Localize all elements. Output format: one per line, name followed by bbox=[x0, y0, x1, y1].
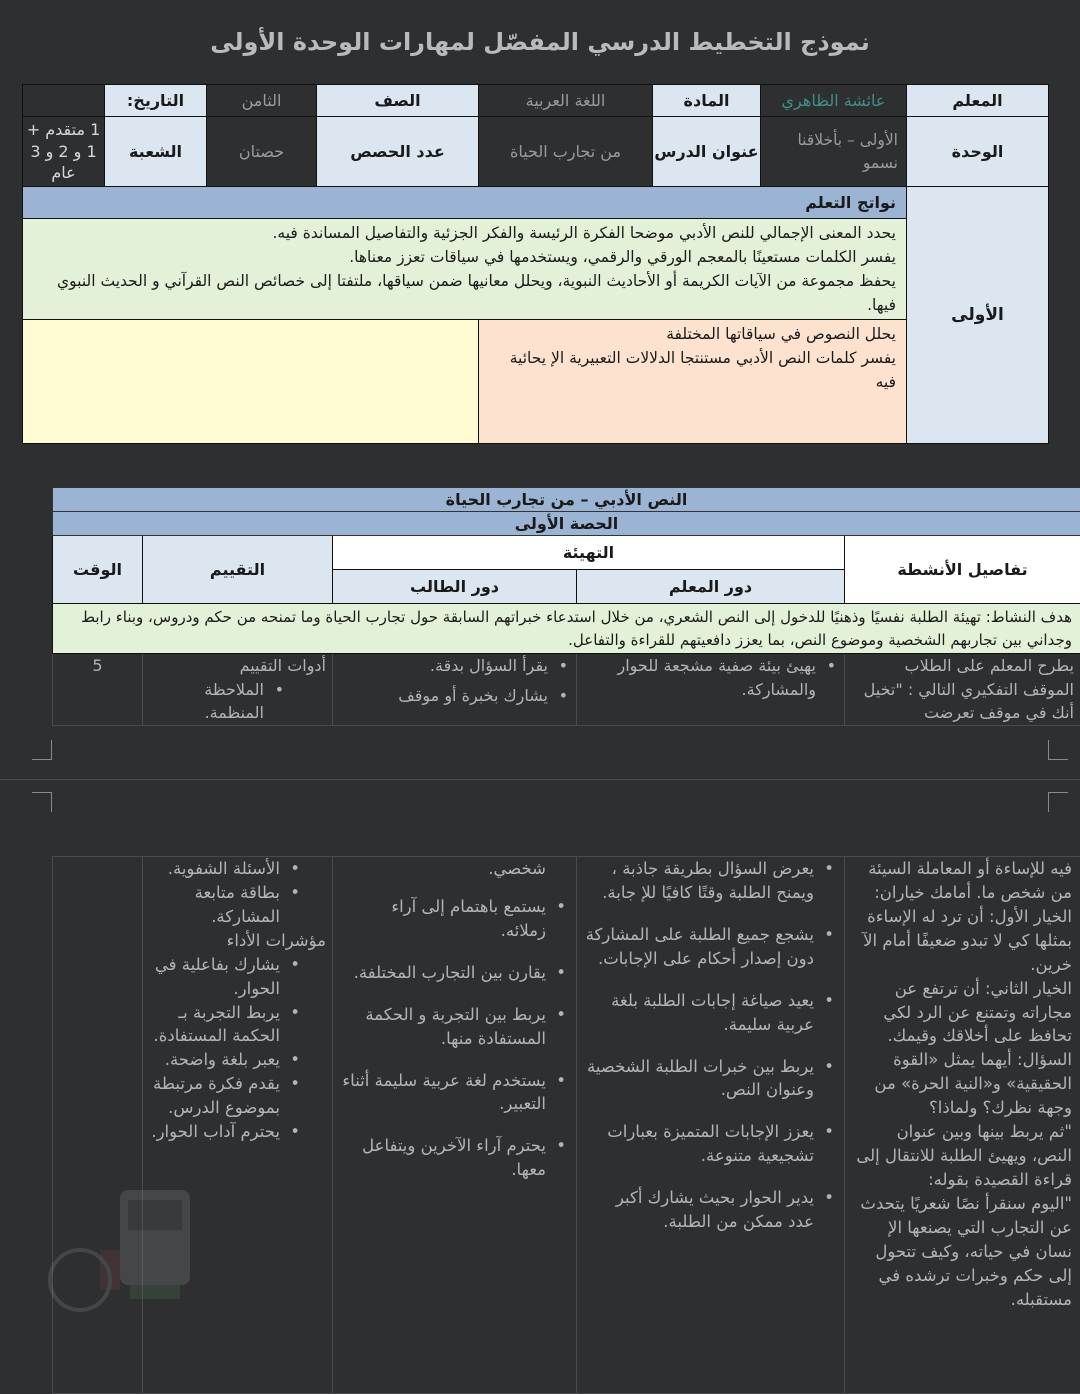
activity-line: فيه للإساءة أو المعاملة السيئة من شخص ما. أمامك خياران: bbox=[868, 859, 1072, 902]
teacher-role-item: • يعيد صياغة إجابات الطلبة بلغة عربية سليمة. bbox=[585, 989, 836, 1037]
performance-indicators-heading: مؤشرات الأداء bbox=[226, 930, 326, 950]
crop-mark bbox=[32, 740, 52, 760]
teacher-role-cell bbox=[577, 857, 845, 1394]
teacher-role-item: • يربط بين خبرات الطلبة الشخصية وعنوان النص. bbox=[585, 1055, 836, 1103]
student-role-cell bbox=[333, 857, 577, 1394]
student-role-item: • يحترم آراء الآخرين ويتفاعل معها. bbox=[341, 1134, 568, 1182]
crop-mark bbox=[1048, 740, 1068, 760]
student-role-continued: شخصي. bbox=[488, 859, 546, 878]
teacher-role-item: • يشجع جميع الطلبة على المشاركة دون إصدار أحكام على الإجابات. bbox=[585, 923, 836, 971]
outcome-item: يحفظ مجموعة من الآيات الكريمة أو الأحاديث النبوية، ويحلل معانيها ضمن سياقها، ملتفتا إلى خصائص النص القرآني و الحديث النبوي فيها. bbox=[57, 272, 896, 315]
outcomes-empty-cell bbox=[23, 320, 479, 444]
period-title: الحصة الأولى bbox=[53, 512, 1080, 536]
date-value bbox=[23, 85, 105, 117]
activity-line: الخيار الأول: أن ترد له الإساءة بمثلها كي لا تبدو ضعيفًا أمام الآ خرين. bbox=[863, 906, 1072, 974]
grade-value: الثامن bbox=[207, 85, 317, 117]
student-role-item: • يقارن بين التجارب المختلفة. bbox=[341, 961, 568, 985]
outcomes-unit: الأولى bbox=[907, 187, 1049, 444]
lesson-table bbox=[52, 487, 1080, 726]
activity-line: "اليوم سنقرأ نصًا شعريًا يتحدث عن التجارب التي يصنعها الإ نسان في حياته، وكيف تتحول إلى حكم وخبرات ترشده في مستقبله. bbox=[860, 1193, 1072, 1309]
activity-cell: يطرح المعلم على الطلاب الموقف التفكيري التالي : "تخيل أنك في موقف تعرضت bbox=[845, 654, 1080, 726]
subject-label: المادة bbox=[653, 85, 761, 117]
crop-mark bbox=[1048, 792, 1068, 812]
lesson-value: من تجارب الحياة bbox=[479, 117, 653, 187]
assessment-item: • الأسئلة الشفوية. bbox=[149, 857, 302, 881]
lesson-label: عنوان الدرس bbox=[653, 117, 761, 187]
col-student-role: دور الطالب bbox=[333, 570, 577, 604]
col-warmup: التهيئة bbox=[333, 536, 845, 570]
teacher-role-item: • يهيئ بيئة صفية مشجعة للحوار والمشاركة. bbox=[583, 654, 838, 700]
activity-line: الخيار الثاني: أن ترتفع عن مجاراته وتمتنع عن الرد لكي تحافظ على أخلاقك وقيمك. bbox=[883, 978, 1072, 1046]
activity-cell bbox=[845, 857, 1080, 1394]
general-outcomes bbox=[23, 219, 907, 320]
assessment-item: • بطاقة متابعة المشاركة. bbox=[149, 881, 302, 929]
performance-item: • يشارك بفاعلية في الحوار. bbox=[149, 953, 302, 1001]
periods-label: عدد الحصص bbox=[317, 117, 479, 187]
performance-item: • يحترم آداب الحوار. bbox=[149, 1120, 302, 1144]
assessment-tools-heading: أدوات التقييم bbox=[239, 656, 326, 676]
periods-value: حصتان bbox=[207, 117, 317, 187]
assessment-cell bbox=[143, 654, 333, 726]
performance-item: • يقدم فكرة مرتبطة بموضوع الدرس. bbox=[149, 1072, 302, 1120]
page-title: نموذج التخطيط الدرسي المفصّل لمهارات الوحدة الأولى bbox=[210, 28, 870, 56]
grade-label: الصف bbox=[317, 85, 479, 117]
assessment-item: • الملاحظة المنظمة. bbox=[149, 678, 286, 724]
teacher-role-item: • يعرض السؤال بطريقة جاذبة ، ويمنح الطلبة وقتًا كافيًا للإ جابة. bbox=[585, 857, 836, 905]
info-table bbox=[22, 84, 1049, 444]
teacher-label: المعلم bbox=[907, 85, 1049, 117]
activity-goal: هدف النشاط: تهيئة الطلبة نفسيًا وذهنيًا للدخول إلى النص الشعري، من خلال استدعاء خبراتهم السابقة حول تجارب الحياة وما تمنحه من حكم ودروس، وبناء رابط وجداني بين تجاربهم الشخصية وموضوع النص، بما يعزز دافعيتهم للقراءة والتفاعل. bbox=[53, 604, 1080, 654]
outcomes-header: نواتج التعلم bbox=[23, 187, 907, 219]
teacher-role-item: • يعزز الإجابات المتميزة بعبارات تشجيعية متنوعة. bbox=[585, 1120, 836, 1168]
student-role-item: • يشارك بخبرة أو موقف bbox=[339, 684, 570, 707]
section-label: الشعبة bbox=[105, 117, 207, 187]
date-label: التاريخ: bbox=[105, 85, 207, 117]
student-role-item: • يربط بين التجربة و الحكمة المستفادة منها. bbox=[341, 1003, 568, 1051]
outcome-item: يفسر كلمات النص الأدبي مستنتجا الدلالات التعبيرية الإ يحائية فيه bbox=[509, 349, 896, 392]
student-role-item: • يستخدم لغة عربية سليمة أثناء التعبير. bbox=[341, 1069, 568, 1117]
text-title: النص الأدبي – من تجارب الحياة bbox=[53, 488, 1080, 512]
student-role-item: • يستمع باهتمام إلى آراء زملائه. bbox=[341, 895, 568, 943]
student-role-cell bbox=[333, 654, 577, 726]
performance-item: • يعبر بلغة واضحة. bbox=[149, 1048, 302, 1072]
teacher-role-cell bbox=[577, 654, 845, 726]
subject-value: اللغة العربية bbox=[479, 85, 653, 117]
time-cell: 5 bbox=[53, 654, 143, 726]
student-role-item: • يقرأ السؤال بدقة. bbox=[339, 654, 570, 677]
col-activities: تفاصيل الأنشطة bbox=[845, 536, 1080, 604]
outcome-item: يفسر الكلمات مستعينًا بالمعجم الورقي والرقمي، ويستخدمها في سياقات تعزز معناها. bbox=[349, 248, 896, 267]
outcome-item: يحلل النصوص في سياقاتها المختلفة bbox=[666, 325, 896, 344]
activity-line: "ثم يربط بينها وبين عنوان النص، ويهيئ الطلبة للانتقال إلى قراءة القصيدة بقوله: bbox=[856, 1122, 1072, 1189]
unit-label: الوحدة bbox=[907, 117, 1049, 187]
page-break-line bbox=[0, 779, 1080, 780]
section-value: 1 متقدم + 1 و 2 و 3 عام bbox=[23, 117, 105, 187]
outcome-item: يحدد المعنى الإجمالي للنص الأدبي موضحا الفكرة الرئيسة والفكر الجزئية والتفاصيل المساندة فيه. bbox=[272, 224, 896, 243]
col-teacher-role: دور المعلم bbox=[577, 570, 845, 604]
watermark-logo bbox=[40, 1180, 280, 1330]
crop-mark bbox=[32, 792, 52, 812]
col-assessment: التقييم bbox=[143, 536, 333, 604]
performance-item: • يربط التجربة بـ الحكمة المستفادة. bbox=[149, 1001, 302, 1049]
activity-line: السؤال: أيهما يمثل «القوة الحقيقية» و«النية الحرة» من وجهة نظرك؟ ولماذا؟ bbox=[874, 1050, 1072, 1118]
unit-value: الأولى – بأخلاقنا نسمو bbox=[761, 117, 907, 187]
specific-outcomes bbox=[479, 320, 907, 444]
col-time: الوقت bbox=[53, 536, 143, 604]
teacher-value: عائشة الظاهري bbox=[761, 85, 907, 117]
teacher-role-item: • يدير الحوار بحيث يشارك أكبر عدد ممكن من الطلبة. bbox=[585, 1186, 836, 1234]
